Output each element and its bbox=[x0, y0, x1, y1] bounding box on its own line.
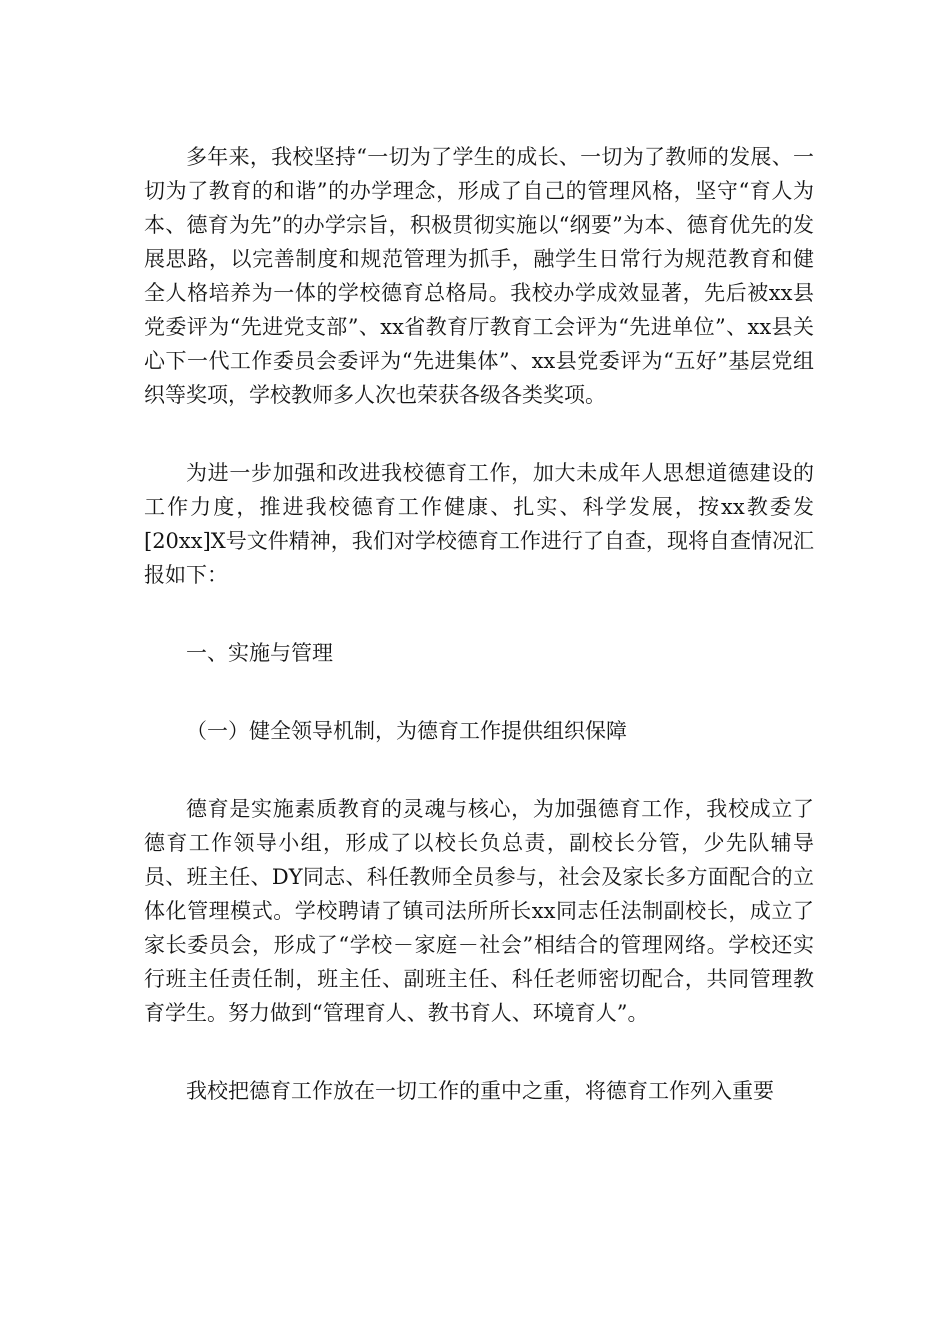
section-heading: 一、实施与管理 bbox=[186, 641, 333, 665]
document-body bbox=[144, 140, 814, 1108]
subsection-heading: （一）健全领导机制，为德育工作提供组织保障 bbox=[186, 719, 627, 743]
intro-paragraph: 多年来，我校坚持“一切为了学生的成长、一切为了教师的发展、一切为了教育的和谐”的办学理念，形成了自己的管理风格，坚守“育人为本、德育为先”的办学宗旨，积极贯彻实施以“纲要”为本、德育优先的发展思路，以完善制度和规范管理为抓手，融学生日常行为规范教育和健全人格培养为一体的学校德育总格局。我校办学成效显著，先后被xx县党委评为“先进党支部”、xx省教育厅教育工会评为“先进单位”、xx县关心下一代工作委员会委评为“先进集体”、xx县党委评为“五好”基层党组织等奖项，学校教师多人次也荣获各级各类奖项。 bbox=[144, 145, 814, 407]
priority-paragraph: 我校把德育工作放在一切工作的重中之重，将德育工作列入重要 bbox=[186, 1079, 774, 1103]
purpose-paragraph: 为进一步加强和改进我校德育工作，加大未成年人思想道德建设的工作力度，推进我校德育工作健康、扎实、科学发展，按xx教委发[20xx]X号文件精神，我们对学校德育工作进行了自查，现将自查情况汇报如下： bbox=[144, 461, 814, 587]
leadership-paragraph: 德育是实施素质教育的灵魂与核心，为加强德育工作，我校成立了德育工作领导小组，形成了以校长负总责，副校长分管，少先队辅导员、班主任、DY同志、科任教师全员参与，社会及家长多方面配合的立体化管理模式。学校聘请了镇司法所所长xx同志任法制副校长，成立了家长委员会，形成了“学校－家庭－社会”相结合的管理网络。学校还实行班主任责任制，班主任、副班主任、科任老师密切配合，共同管理教育学生。努力做到“管理育人、教书育人、环境育人”。 bbox=[144, 797, 814, 1025]
